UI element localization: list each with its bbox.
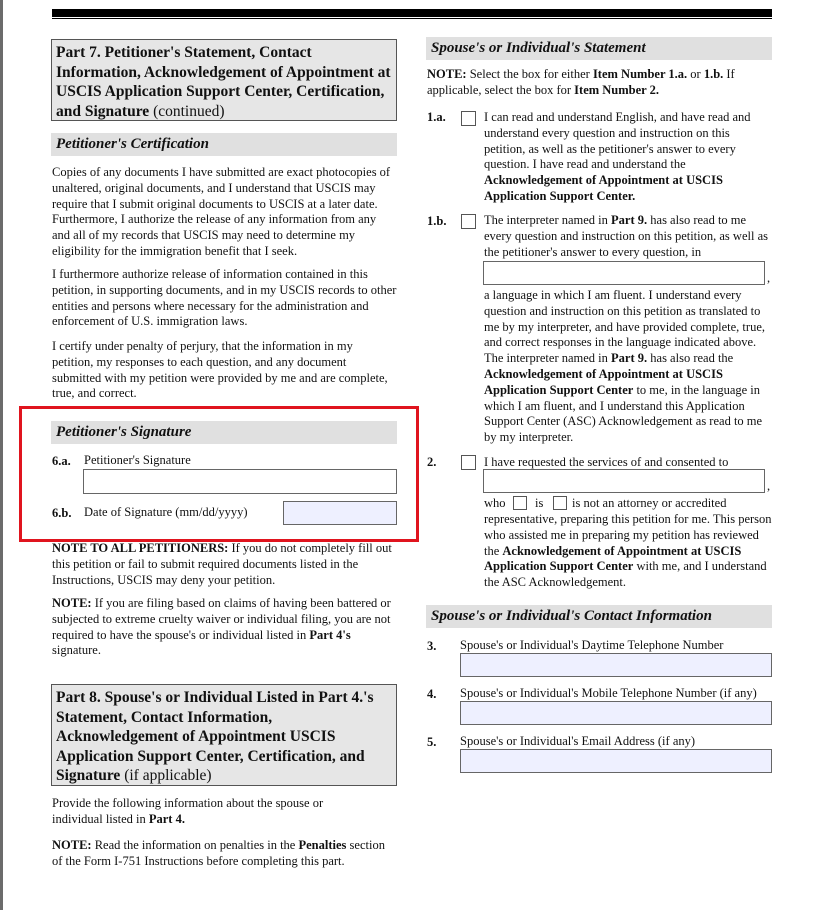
note-penalties-label: NOTE: [52,838,92,852]
note-battered-text-a: If you are filing based on claims of having been battered or subjected to extreme cruelty waiver or individual filing, you are not required to have the spouse's or individual listed in [52,596,391,642]
signature-heading: Petitioner's Signature [51,421,397,444]
part8-suffix: (if applicable) [120,767,212,784]
item-1b-number: 1.b. [427,214,447,228]
statement-note-b1: Item Number 1.a. [592,67,688,81]
item-2-number: 2. [427,455,437,469]
note-battered-label: NOTE: [52,596,92,610]
statement-note-or: or [687,67,704,81]
provide-info-a: Provide the following information about the spouse or individual listed in [52,796,324,826]
item-2-who: who [484,496,506,510]
top-rule-thin [52,18,772,19]
note-to-all-label: NOTE TO ALL PETITIONERS: [52,541,229,555]
statement-note-c: If applicable, select the box for [427,67,735,97]
window-edge [0,0,3,910]
note-penalties-b: section of the Form I-751 Instructions before completing this part. [52,838,385,868]
item-1b-bold3: Acknowledgement of Appointment at USCIS Application Support Center [484,366,723,397]
item-1a-body: I can read and understand English, and have read and understand every question and instruction on this petition, as well as the petitioner's answer to every question. I have read and understand the [484,110,751,172]
part7-suffix: (continued) [149,102,225,120]
note-penalties-bold: Penalties [298,838,347,852]
note-to-all-petitioners [52,541,397,588]
part7-title: Part 7. Petitioner's Statement, Contact Information, Acknowledgement of Appointment at USCIS Application Support Center, Certification, and Signature [56,44,391,120]
preparer-name-input[interactable] [483,469,765,493]
certification-paragraph-2: I furthermore authorize release of information contained in this petition, in supporting documents, and in my USCIS records to other entities and persons where necessary for the administration and enforcement of U.S. immigration laws. [52,267,397,329]
part8-title-box [51,684,397,786]
email-input[interactable] [460,749,772,773]
item-1b-bold1: Part 9. [611,213,648,227]
item-1b-checkbox[interactable] [461,214,476,229]
item-2-is: is [535,496,544,510]
item-6b-number: 6.b. [52,506,72,520]
statement-note-b3: Item Number 2. [574,82,659,97]
provide-info-text [52,796,352,828]
note-battered [52,596,397,659]
part8-title: Part 8. Spouse's or Individual Listed in Part 4.'s Statement, Contact Information, Acknowledgement of Appointment USCIS Application Support Center, Certification, and Signature [56,689,374,784]
item-2-rest-b: with me, and I understand the ASC Acknowledgement. [484,559,767,590]
item-2-isnot: is not an attorney or accredited [572,496,727,510]
note-penalties [52,838,387,870]
item-1a-bold: Acknowledgement of Appointment at USCIS Application Support Center. [484,173,723,203]
item-2-bold: Acknowledgement of Appointment at USCIS Application Support Center [484,543,742,574]
item-6a-label: Petitioner's Signature [84,453,191,467]
daytime-phone-input[interactable] [460,653,772,677]
note-battered-text-b: signature. [52,643,101,658]
item-4-number: 4. [427,687,437,701]
item-2-text: I have requested the services of and consented to [484,455,729,469]
note-penalties-a: Read the information on penalties in the [91,838,299,852]
item-4-label: Spouse's or Individual's Mobile Telephone Number (if any) [460,686,757,700]
item-1b-text-a [484,213,774,260]
is-checkbox[interactable] [513,496,527,510]
item-2-rest [484,512,776,591]
mobile-phone-input[interactable] [460,701,772,725]
item-3-label: Spouse's or Individual's Daytime Telephone Number [460,638,724,652]
interpreter-language-input[interactable] [483,261,765,285]
contact-heading: Spouse's or Individual's Contact Information [426,605,772,628]
certification-heading: Petitioner's Certification [51,133,397,156]
item-2-comma: , [767,479,771,493]
item-1a-number: 1.a. [427,110,446,124]
item-1b-e: to me, in the language in which I am fluent, and I understand this Application Support Center (ASC) Acknowledgement as read to me by my interpreter. [484,382,763,445]
item-1b-b: has also read to me every question and instruction on this petition, as well as the petitioner's answer to every question, in [484,213,768,259]
item-5-label: Spouse's or Individual's Email Address (if any) [460,734,696,748]
item-6a-number: 6.a. [52,454,71,468]
item-1b-d: has also read the [647,351,734,366]
item-1a-checkbox[interactable] [461,111,476,126]
note-to-all-text: If you do not completely fill out this petition or fail to submit required documents listed in the Instructions, USCIS may deny your petition. [52,541,392,587]
statement-note-b2: 1.b. [703,67,724,81]
item-2-checkbox[interactable] [461,455,476,470]
item-1b-bold2: Part 9. [611,351,648,366]
part7-title-box [51,39,397,121]
is-not-checkbox[interactable] [553,496,567,510]
item-3-number: 3. [427,639,437,653]
item-1b-a: The interpreter named in [484,213,612,227]
date-of-signature-input[interactable] [283,501,397,525]
petitioner-signature-field[interactable] [83,469,397,494]
statement-note [427,67,772,99]
certification-paragraph-3: I certify under penalty of perjury, that the information in my petition, my responses to each question, and any document submitted with my petition were provided by me and are complete, true, and correct. [52,339,388,401]
item-1b-comma: , [767,271,771,285]
provide-info-bold: Part 4. [148,811,185,826]
item-5-number: 5. [427,735,437,749]
top-rule [52,9,772,17]
item-1b-c: a language in which I am fluent. I understand every question and instruction on this petition as translated to me by my interpreter, and have provided complete, true, and correct responses in the language indicated above. The interpreter named in [484,288,765,366]
item-1b-text-c [484,288,776,446]
note-battered-bold: Part 4's [309,627,351,642]
item-2-rest-a: representative, preparing this petition for me. This person who assisted me in preparing my petition has reviewed the [484,512,772,558]
statement-note-label: NOTE: [427,67,467,81]
item-1a-text [484,110,774,205]
item-6b-label: Date of Signature (mm/dd/yyyy) [84,505,248,519]
statement-heading: Spouse's or Individual's Statement [426,37,772,60]
certification-paragraph-1: Copies of any documents I have submitted are exact photocopies of unaltered, original documents, and I understand that USCIS may require that I submit original documents to USCIS at a later date. Furthermore, I authorize the release of any information from any and all of my records that USCIS may need to determine my eligibility for the immigration benefit that I seek. [52,165,391,258]
statement-note-a: Select the box for either [466,67,593,81]
